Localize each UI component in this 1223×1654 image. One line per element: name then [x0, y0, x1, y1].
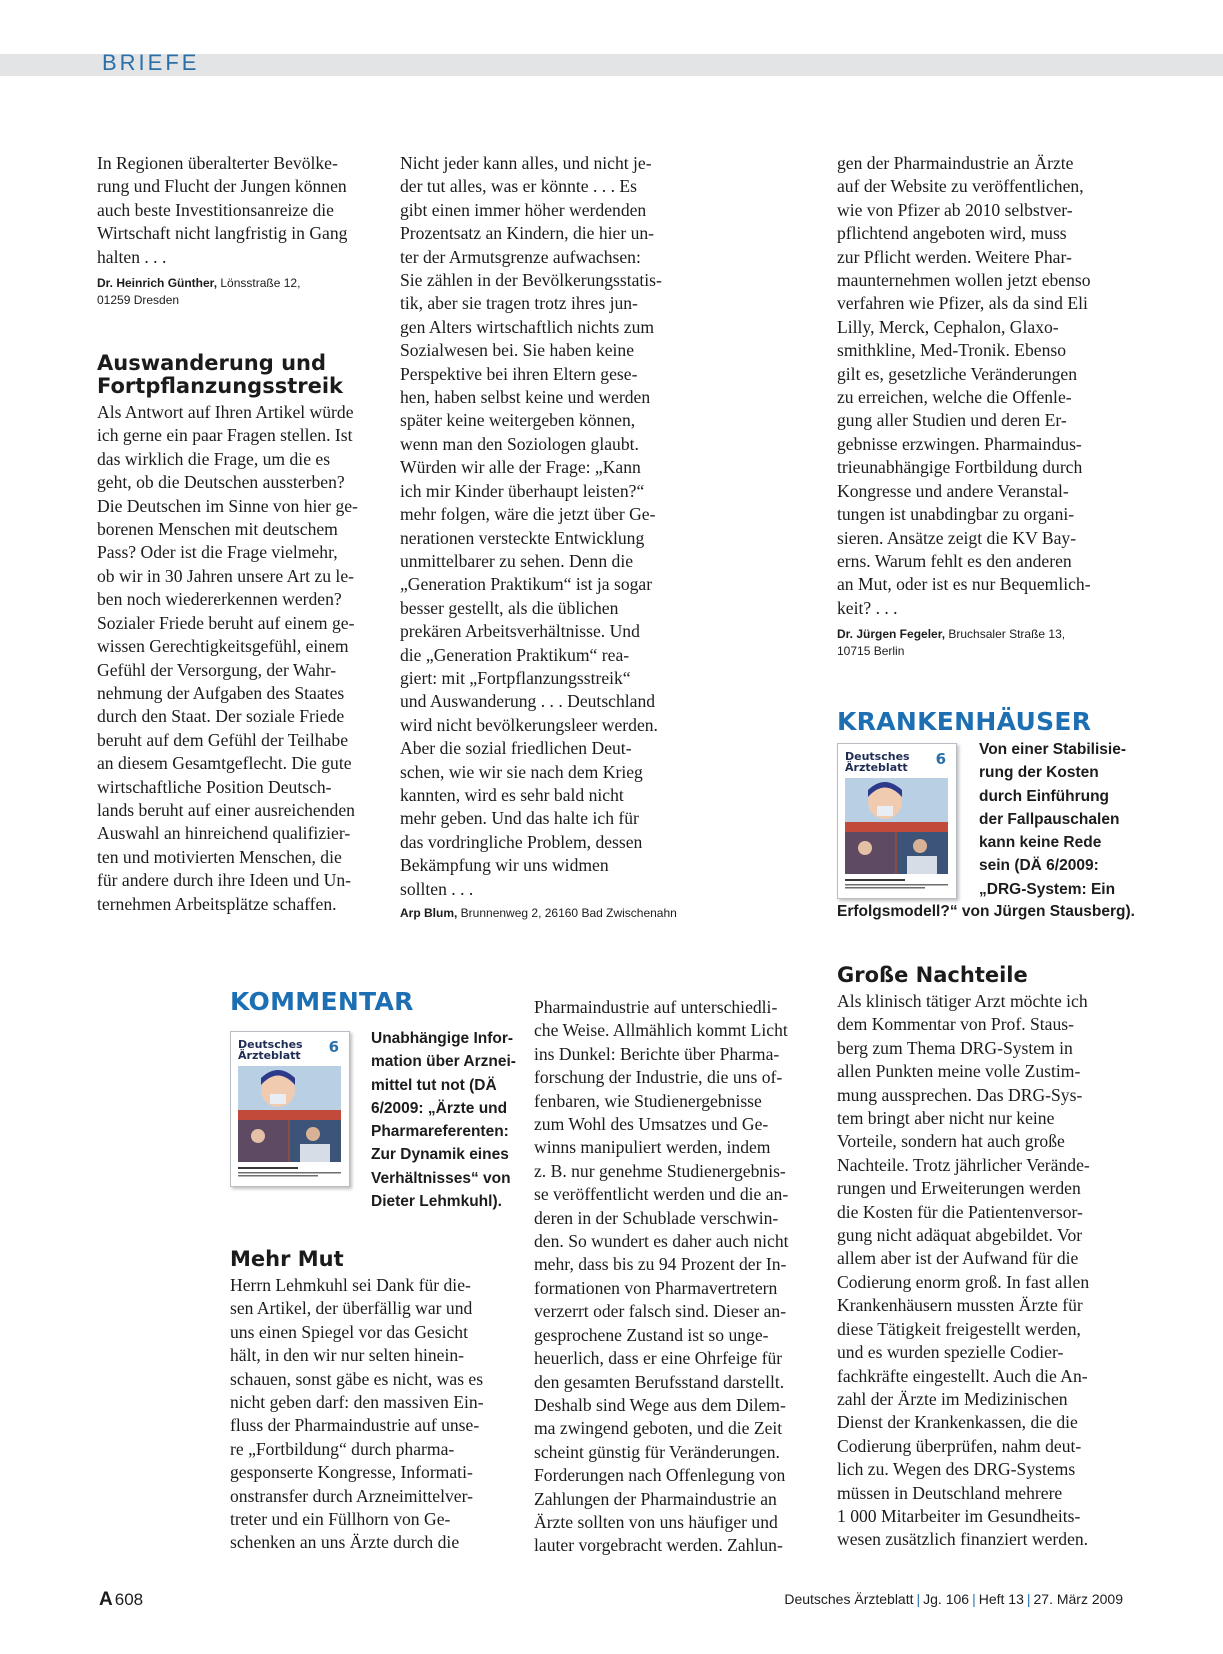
- teaser-text: [371, 1027, 536, 1213]
- text-line: nehmung der Aufgaben des Staates: [97, 682, 345, 703]
- author-name: Arp Blum,: [400, 906, 458, 920]
- text-line: Perspektive bei ihren Eltern gese-: [400, 363, 638, 384]
- krankenhaeuser-teaser: [979, 738, 1149, 901]
- author-signature: [97, 275, 387, 309]
- text-line: ich gerne ein paar Fragen stellen. Ist: [97, 425, 353, 446]
- divider: |: [972, 1591, 976, 1607]
- text-line: Zur Dynamik eines: [371, 1146, 509, 1164]
- letter-text: [837, 990, 1137, 1552]
- text-line: Als Antwort auf Ihren Artikel würde: [97, 402, 354, 423]
- text-line: tungen ist unabdingbar zu organi-: [837, 504, 1075, 525]
- text-line: Codierung enorm groß. In fast allen: [837, 1271, 1090, 1292]
- text-line: mittel tut not (DÄ: [371, 1076, 497, 1094]
- text-line: scheint günstig für Veränderungen.: [534, 1441, 780, 1462]
- text-line: Herrn Lehmkuhl sei Dank für die-: [230, 1275, 471, 1295]
- text-line: onstransfer durch Arzneimittelver-: [230, 1485, 473, 1506]
- text-line: 1 000 Mitarbeiter im Gesundheits-: [837, 1505, 1081, 1526]
- author-name: Dr. Jürgen Fegeler,: [837, 627, 946, 642]
- text-line: unmittelbarer zu sehen. Denn die: [400, 550, 634, 571]
- author-address: Brunnenweg 2, 26160 Bad Zwischenahn: [457, 906, 677, 920]
- text-line: rung der Kosten: [979, 764, 1099, 782]
- text-line: allen Punkten meine volle Zustim-: [837, 1061, 1081, 1082]
- divider: |: [916, 1591, 921, 1607]
- text-line: wird nicht bevölkerungsleer werden.: [400, 714, 658, 735]
- journal-footer: [784, 1591, 1123, 1607]
- text-line: Codierung überprüfen, nahm deut-: [837, 1435, 1082, 1456]
- text-line: mehr geben. Und das halte ich für: [400, 808, 639, 829]
- text-line: zum Wohl des Umsatzes und Ge-: [534, 1114, 769, 1135]
- letter-heading-line: Auswanderung und: [97, 351, 327, 376]
- text-line: gung nicht adäquat abgebildet. Vor: [837, 1225, 1083, 1246]
- text-line: nicht geben darf: den massiven Ein-: [230, 1392, 484, 1413]
- text-line: Dienst der Krankenkassen, die die: [837, 1412, 1078, 1433]
- text-line: wissen Gerechtigkeitsgefühl, einem: [97, 636, 349, 657]
- journal-volume: Jg. 106: [923, 1591, 970, 1607]
- text-line: Ärzte sollten von uns häufiger und: [534, 1511, 778, 1532]
- text-line: gilt es, gesetzliche Veränderungen: [837, 363, 1078, 384]
- text-line: Als klinisch tätiger Arzt möchte ich: [837, 991, 1088, 1011]
- text-line: Pass? Oder ist die Frage vielmehr,: [97, 542, 338, 563]
- text-line: Dieter Lehmkuhl).: [371, 1193, 502, 1211]
- text-line: Gefühl der Versorgung, der Wahr-: [97, 659, 337, 680]
- text-line: ben noch wiedererkennen werden?: [97, 589, 342, 610]
- text-line: kannten, wird es sehr bald nicht: [400, 784, 624, 805]
- text-line: zahl der Ärzte im Medizinischen: [837, 1388, 1068, 1409]
- text-line: gesponserte Kongresse, Informati-: [230, 1462, 473, 1483]
- text-line: Vorteile, sondern hat auch große: [837, 1131, 1065, 1152]
- text-line: Prozentsatz an Kindern, die hier un-: [400, 223, 655, 244]
- text-line: Nicht jeder kann alles, und nicht je-: [400, 153, 652, 173]
- text-line: die „Generation Praktikum“ rea-: [400, 644, 630, 665]
- text-line: besser gestellt, als die üblichen: [400, 597, 619, 618]
- text-line: zur Pflicht werden. Weitere Phar-: [837, 246, 1072, 267]
- text-line: und es wurden spezielle Codier-: [837, 1342, 1064, 1363]
- text-line: geht, ob die Deutschen aussterben?: [97, 472, 345, 493]
- text-line: Sozialer Friede beruht auf einem ge-: [97, 612, 355, 633]
- journal-cover-thumbnail: [230, 1031, 350, 1187]
- text-line: rungen und Erweiterungen werden: [837, 1178, 1081, 1199]
- letter-heading: [97, 352, 387, 398]
- letter-column-mehr-mut: [230, 1248, 520, 1555]
- cover-masthead: [238, 1039, 303, 1061]
- text-line: sollten . . .: [400, 878, 474, 899]
- text-line: später keine weitergeben können,: [400, 410, 636, 431]
- text-line: berg zum Thema DRG-System in: [837, 1037, 1073, 1058]
- letter-column-2: [400, 152, 690, 922]
- text-line: Würden wir alle der Frage: „Kann: [400, 457, 641, 478]
- author-signature: [837, 626, 1127, 660]
- text-line: Sie zählen in der Bevölkerungsstatis-: [400, 270, 662, 291]
- letter-column-grosse-nachteile: [837, 964, 1137, 1552]
- text-line: dem Kommentar von Prof. Staus-: [837, 1014, 1074, 1035]
- text-line: prekären Arbeitsverhältnisse. Und: [400, 621, 640, 642]
- cover-footer-strip: [845, 877, 948, 891]
- text-line: an Mut, oder ist es nur Bequemlich-: [837, 574, 1091, 595]
- text-line: Sozialwesen bei. Sie haben keine: [400, 340, 635, 361]
- text-line: verfahren wie Pfizer, als da sind Eli: [837, 293, 1088, 314]
- text-line: schauen, sonst gäbe es nicht, was es: [230, 1368, 484, 1389]
- text-line: auf der Website zu veröffentlichen,: [837, 176, 1084, 197]
- text-line: Zahlungen der Pharmaindustrie an: [534, 1488, 777, 1509]
- cover-masthead-line: Ärzteblatt: [238, 1049, 301, 1062]
- cover-issue-number: 6: [328, 1038, 339, 1056]
- text-line: der Fallpauschalen: [979, 810, 1120, 828]
- text-line: lauter vorgebracht werden. Zahlun-: [534, 1535, 783, 1556]
- text-line: für andere durch ihre Ideen und Un-: [97, 870, 352, 891]
- text-line: smithkline, Med-Tronik. Ebenso: [837, 340, 1067, 361]
- text-line: den. So wundert es daher auch nicht: [534, 1231, 789, 1252]
- letter-text: [97, 152, 387, 269]
- text-line: das wirklich die Frage, um die es: [97, 448, 331, 469]
- author-signature: [400, 905, 690, 922]
- journal-cover-thumbnail: [837, 743, 957, 899]
- text-line: beruht auf dem Gefühl der Teilhabe: [97, 729, 349, 750]
- author-name: Dr. Heinrich Günther,: [97, 276, 218, 291]
- text-line: Pharmaindustrie auf unterschiedli-: [534, 997, 778, 1017]
- kommentar-teaser: [371, 1027, 536, 1213]
- text-line: schen, wie wir sie nach dem Krieg: [400, 761, 643, 782]
- author-address: Bruchsaler Straße 13,: [945, 627, 1066, 642]
- text-line: tik, aber sie tragen trotz ihres jun-: [400, 293, 638, 314]
- teaser-text: [979, 738, 1149, 901]
- text-line: nerationen versteckte Entwicklung: [400, 527, 645, 548]
- text-line: sieren. Ansätze zeigt die KV Bay-: [837, 527, 1077, 548]
- text-line: re „Fortbildung“ durch pharma-: [230, 1438, 455, 1459]
- text-line: Forderungen nach Offenlegung von: [534, 1465, 786, 1486]
- text-line: deren in der Schublade verschwin-: [534, 1207, 779, 1228]
- text-line: kann keine Rede: [979, 834, 1102, 852]
- cover-issue-number: 6: [935, 750, 946, 768]
- page-prefix: A: [99, 1589, 113, 1610]
- text-line: Die Deutschen im Sinne von hier ge-: [97, 495, 358, 516]
- page-number: [99, 1589, 143, 1611]
- text-line: erns. Warum fehlt es den anderen: [837, 550, 1072, 571]
- text-line: gebnisse erzwingen. Pharmaindus-: [837, 433, 1082, 454]
- text-line: winns manipuliert werden, indem: [534, 1137, 771, 1158]
- author-address: Lönsstraße 12,: [217, 276, 301, 291]
- text-line: diese Tätigkeit freigestellt werden,: [837, 1318, 1081, 1339]
- text-line: hält, in den wir nur selten hinein-: [230, 1345, 465, 1366]
- text-line: Von einer Stabilisie-: [979, 741, 1127, 758]
- cover-masthead-line: Deutsches: [845, 750, 910, 763]
- journal-name: Deutsches Ärzteblatt: [784, 1591, 914, 1607]
- text-line: der tut alles, was er könnte . . . Es: [400, 176, 637, 197]
- text-line: che Weise. Allmählich kommt Licht: [534, 1020, 788, 1041]
- journal-issue: Heft 13: [978, 1591, 1024, 1607]
- section-title: BRIEFE: [102, 50, 200, 75]
- text-line: In Regionen überalterter Bevölke-: [97, 153, 338, 173]
- text-line: pflichtend angeboten wird, muss: [837, 223, 1067, 244]
- text-line: trieunabhängige Fortbildung durch: [837, 457, 1083, 478]
- text-line: lands beruht auf einer ausreichenden: [97, 799, 355, 820]
- divider: |: [1026, 1591, 1031, 1607]
- text-line: ins Dunkel: Berichte über Pharma-: [534, 1043, 780, 1064]
- text-line: wirtschaftliche Position Deutsch-: [97, 776, 332, 797]
- text-line: maunternehmen wollen jetzt ebenso: [837, 270, 1091, 291]
- cover-photo: [845, 778, 948, 874]
- text-line: allem aber ist der Aufwand für die: [837, 1248, 1079, 1269]
- cover-footer-strip: [238, 1165, 341, 1179]
- text-line: „Generation Praktikum“ ist ja sogar: [400, 574, 653, 595]
- text-line: Wirtschaft nicht langfristig in Gang: [97, 223, 348, 244]
- text-line: ma zwingend geboten, und die Zeit: [534, 1418, 783, 1439]
- text-line: „DRG-System: Ein: [979, 880, 1116, 898]
- text-line: verzerrt oder falsch sind. Dieser an-: [534, 1301, 787, 1322]
- text-line: gung aller Studien und deren Er-: [837, 410, 1067, 431]
- text-line: ich mir Kinder überhaupt leisten?“: [400, 480, 645, 501]
- text-line: wie von Pfizer ab 2010 selbstver-: [837, 199, 1073, 220]
- text-line: ternehmen Arbeitsplätze schaffen.: [97, 893, 337, 914]
- text-line: giert: mit „Fortpflanzungsstreik“: [400, 667, 631, 688]
- text-line: fenbaren, wie Studienergebnisse: [534, 1090, 762, 1111]
- text-line: keit? . . .: [837, 597, 898, 618]
- text-line: gen der Pharmaindustrie an Ärzte: [837, 153, 1074, 173]
- cover-masthead: [845, 751, 910, 773]
- text-line: Auswahl an hinreichend qualifizier-: [97, 823, 351, 844]
- letter-text: [534, 996, 824, 1558]
- text-line: schenken an uns Ärzte durch die: [230, 1532, 460, 1553]
- text-line: auch beste Investitionsanreize die: [97, 199, 334, 220]
- letter-text: [97, 401, 387, 916]
- text-line: gen Alters wirtschaftlich nichts zum: [400, 316, 655, 337]
- letter-heading: Große Nachteile: [837, 963, 1028, 987]
- cover-masthead-line: Ärzteblatt: [845, 761, 908, 774]
- letter-heading-line: Fortpflanzungsstreik: [97, 374, 343, 399]
- author-city: 10715 Berlin: [837, 644, 905, 659]
- page-number-value: 608: [114, 1590, 144, 1609]
- text-line: ter der Armutsgrenze aufwachsen:: [400, 246, 641, 267]
- text-line: mehr folgen, wäre die jetzt über Ge-: [400, 504, 656, 525]
- kommentar-heading: KOMMENTAR: [230, 987, 414, 1016]
- text-line: durch Einführung: [979, 787, 1110, 805]
- text-line: hen, haben selbst keine und werden: [400, 387, 651, 408]
- text-line: ten und motivierten Menschen, die: [97, 846, 342, 867]
- text-line: 6/2009: „Ärzte und: [371, 1099, 508, 1117]
- text-line: durch den Staat. Der soziale Friede: [97, 706, 345, 727]
- letter-column-3: [837, 152, 1127, 660]
- text-line: Pharmareferenten:: [371, 1123, 509, 1141]
- text-line: Verhältnisses“ von: [371, 1169, 511, 1187]
- text-line: z. B. nur genehme Studienergebnis-: [534, 1160, 786, 1181]
- text-line: fluss der Pharmaindustrie auf unse-: [230, 1415, 480, 1436]
- text-line: formationen von Pharmavertretern: [534, 1277, 778, 1298]
- text-line: halten . . .: [97, 246, 167, 267]
- text-line: Aber die sozial friedlichen Deut-: [400, 738, 632, 759]
- text-line: wenn man den Soziologen glaubt.: [400, 433, 639, 454]
- krankenhaeuser-heading: KRANKENHÄUSER: [837, 707, 1092, 736]
- text-line: Bekämpfung wir uns widmen: [400, 855, 609, 876]
- text-line: und Auswanderung . . . Deutschland: [400, 691, 656, 712]
- text-line: die Kosten für die Patientenversor-: [837, 1201, 1083, 1222]
- text-line: Krankenhäusern mussten Ärzte für: [837, 1295, 1083, 1316]
- text-line: gesprochene Zustand ist so unge-: [534, 1324, 769, 1345]
- text-line: ob wir in 30 Jahren unsere Art zu le-: [97, 565, 354, 586]
- text-line: den gesamten Berufsstand darstellt.: [534, 1371, 785, 1392]
- text-line: gibt einen immer höher werdenden: [400, 199, 647, 220]
- text-line: treter und ein Füllhorn von Ge-: [230, 1509, 451, 1530]
- text-line: lich zu. Wegen des DRG-Systems: [837, 1459, 1076, 1480]
- text-line: wesen zusätzlich finanziert werden.: [837, 1529, 1089, 1550]
- text-line: tem bringt aber nicht nur keine: [837, 1108, 1055, 1129]
- text-line: das vordringliche Problem, dessen: [400, 831, 643, 852]
- letter-text: [230, 1274, 520, 1555]
- text-line: mung aussprechen. Das DRG-Sys-: [837, 1084, 1083, 1105]
- author-city: 01259 Dresden: [97, 293, 180, 308]
- letter-text: [837, 152, 1127, 620]
- text-line: fachkräfte eingestellt. Auch die An-: [837, 1365, 1088, 1386]
- letter-heading: Mehr Mut: [230, 1247, 344, 1271]
- text-line: sein (DÄ 6/2009:: [979, 857, 1099, 875]
- letter-column-mehr-mut-continued: [534, 996, 824, 1558]
- text-line: Nachteile. Trotz jährlicher Verände-: [837, 1154, 1090, 1175]
- text-line: an diesem Gesamtgeflecht. Die gute: [97, 753, 352, 774]
- text-line: uns einen Spiegel vor das Gesicht: [230, 1321, 468, 1342]
- text-line: mation über Arznei-: [371, 1053, 516, 1071]
- text-line: borenen Menschen mit deutschem: [97, 519, 338, 540]
- krankenhaeuser-teaser-last-line: Erfolgsmodell?“ von Jürgen Stausberg).: [837, 903, 1135, 920]
- cover-masthead-line: Deutsches: [238, 1038, 303, 1051]
- text-line: zu erreichen, welche die Offenle-: [837, 387, 1072, 408]
- text-line: Lilly, Merck, Cephalon, Glaxo-: [837, 316, 1059, 337]
- text-line: rung und Flucht der Jungen können: [97, 176, 347, 197]
- letter-text: [400, 152, 690, 901]
- journal-date: 27. März 2009: [1033, 1591, 1123, 1607]
- text-line: Unabhängige Infor-: [371, 1030, 514, 1047]
- text-line: müssen in Deutschland mehrere: [837, 1482, 1063, 1503]
- text-line: Deshalb sind Wege aus dem Dilem-: [534, 1394, 786, 1415]
- text-line: se veröffentlicht werden und die an-: [534, 1184, 789, 1205]
- letter-column-1: [97, 152, 387, 916]
- cover-photo: [238, 1066, 341, 1162]
- text-line: heuerlich, dass er eine Ohrfeige für: [534, 1348, 783, 1369]
- text-line: mehr, dass bis zu 94 Prozent der In-: [534, 1254, 787, 1275]
- text-line: forschung der Industrie, die uns of-: [534, 1067, 783, 1088]
- text-line: Kongresse und andere Veranstal-: [837, 480, 1069, 501]
- text-line: sen Artikel, der überfällig war und: [230, 1298, 473, 1319]
